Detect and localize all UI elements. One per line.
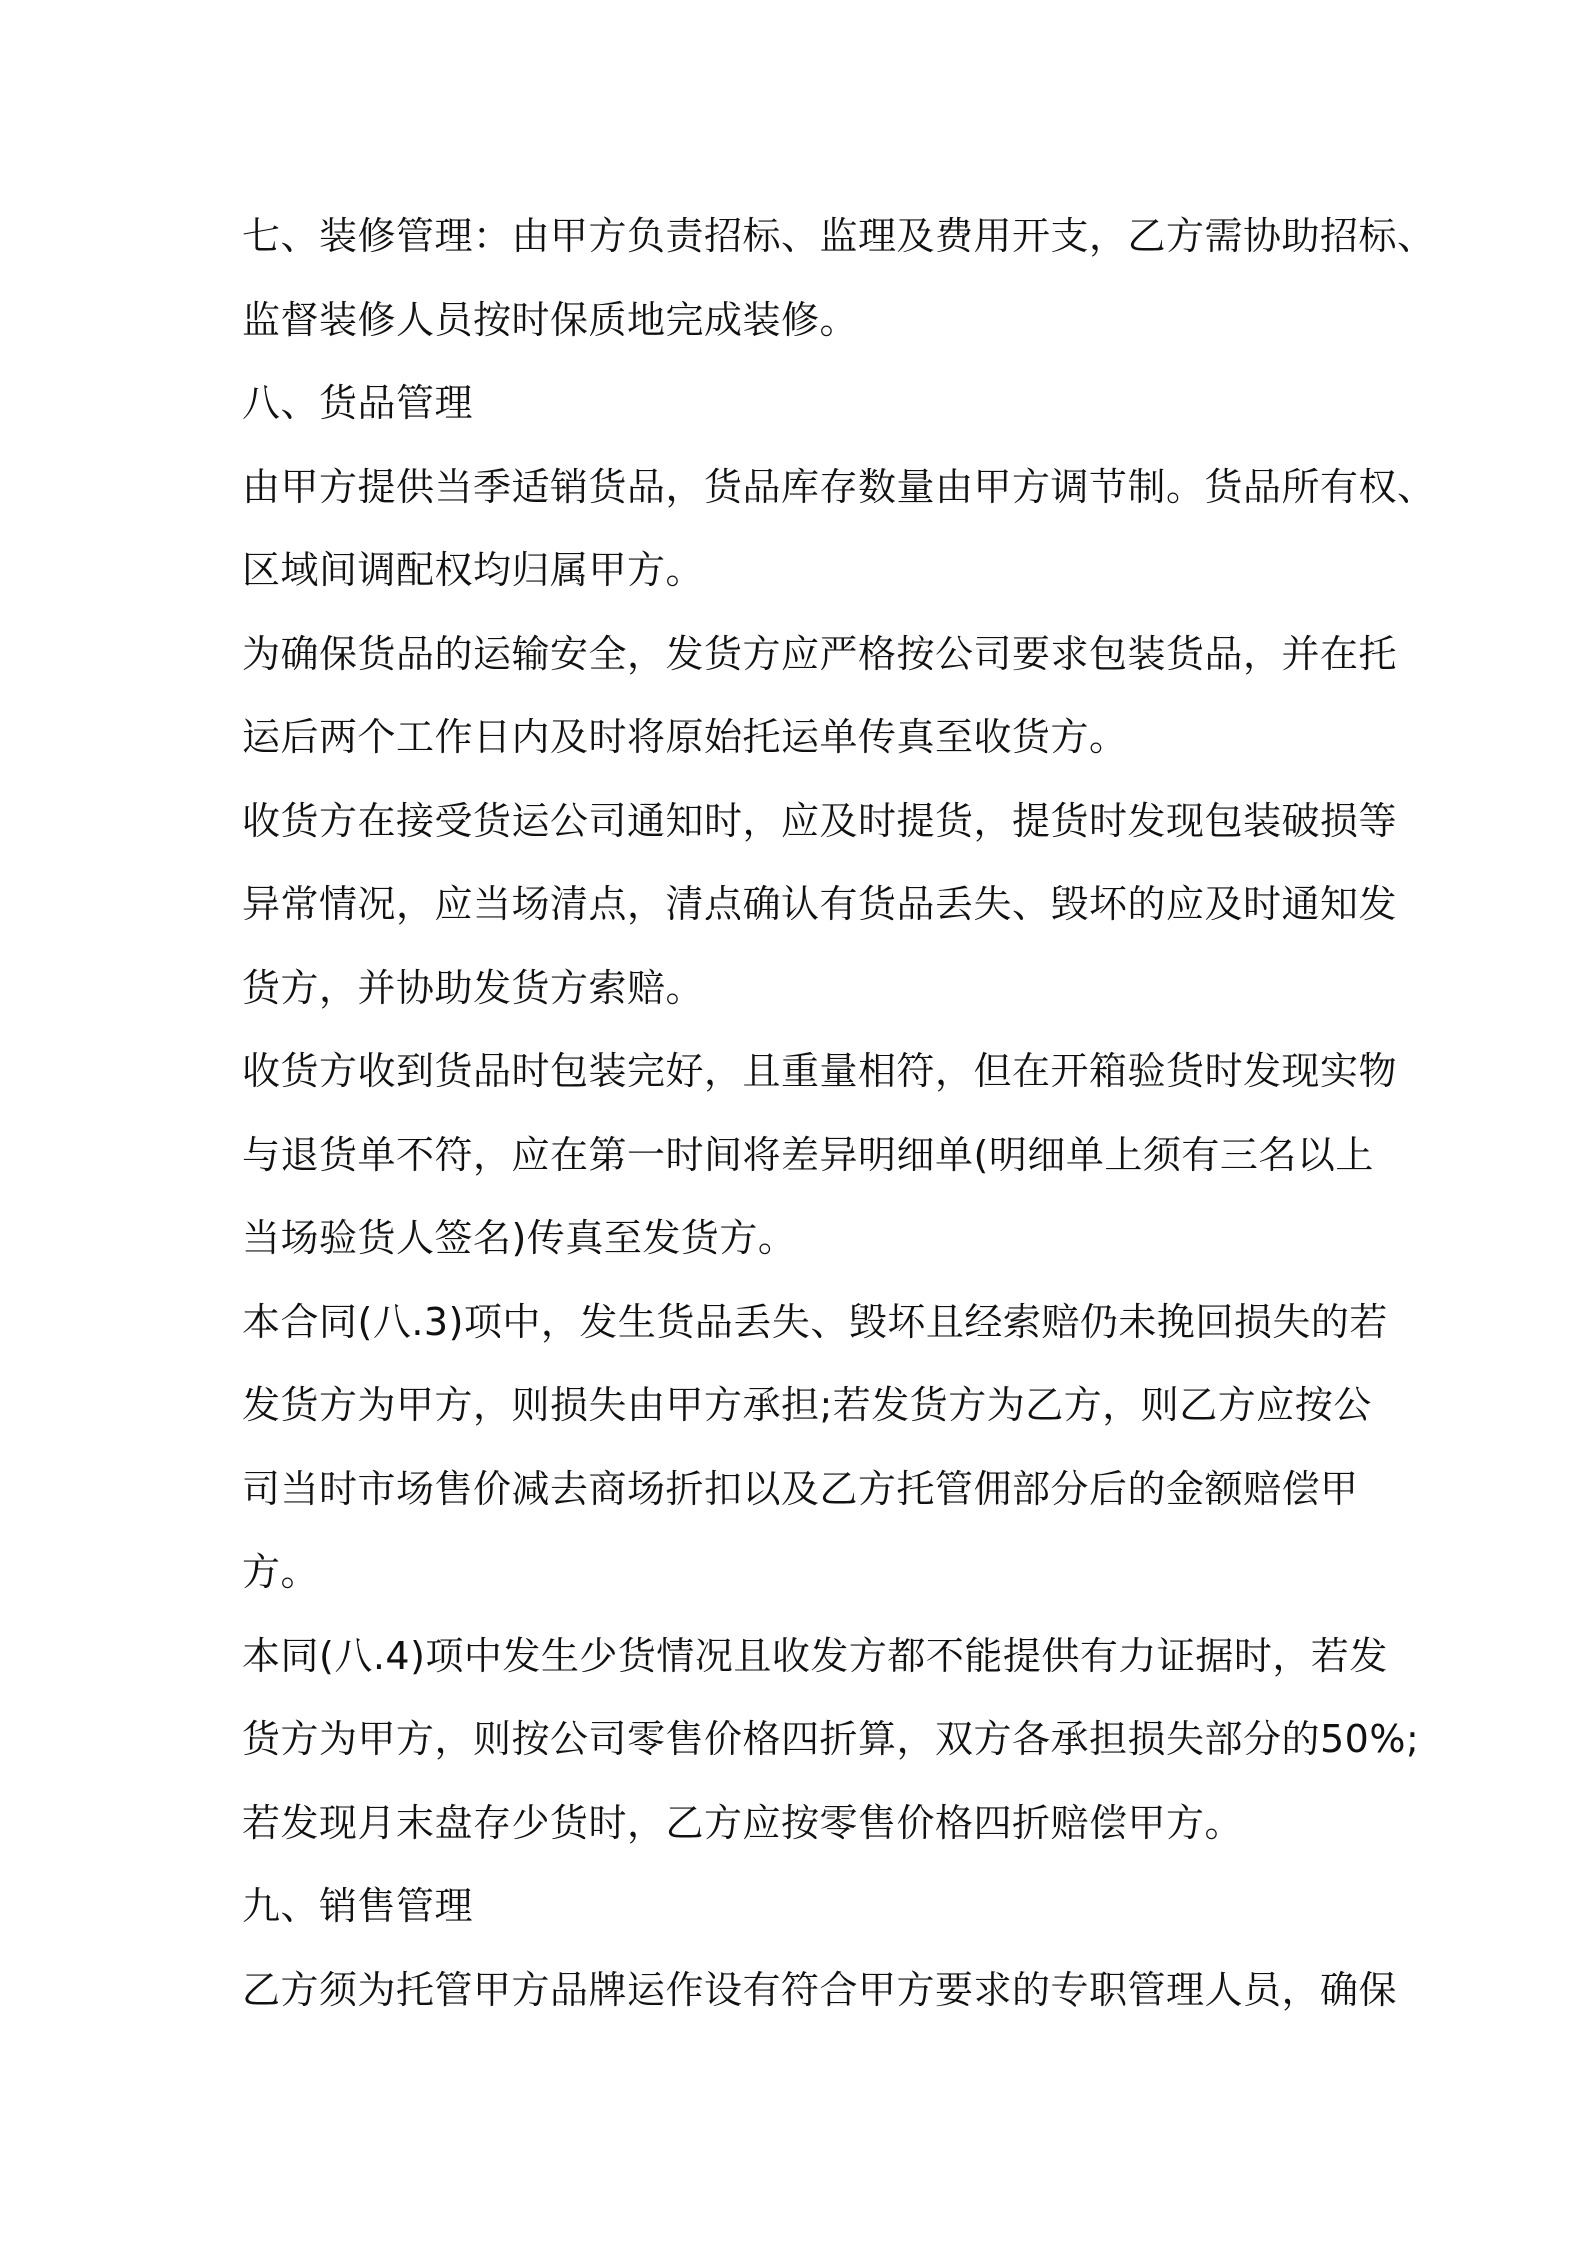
paragraph-line: 与退货单不符，应在第一时间将差异明细单(明细单上须有三名以上 (242, 1132, 1374, 1177)
paragraph-line: 收货方收到货品时包装完好，且重量相符，但在开箱验货时发现实物 (242, 1049, 1398, 1093)
paragraph-line: 由甲方提供当季适销货品，货品库存数量由甲方调节制。货品所有权、 (242, 464, 1436, 509)
paragraph-line: 货方，并协助发货方索赔。 (242, 965, 705, 1010)
paragraph-line: 发货方为甲方，则损失由甲方承担;若发货方为乙方，则乙方应按公 (242, 1383, 1372, 1427)
paragraph-line: 区域间调配权均归属甲方。 (242, 548, 705, 592)
section-7-heading-line: 七、装修管理：由甲方负责招标、监理及费用开支，乙方需协助招标、 (242, 214, 1436, 258)
paragraph-line: 本合同(八.3)项中，发生货品丢失、毁坏且经索赔仍未挽回损失的若 (242, 1299, 1388, 1344)
paragraph-line: 本同(八.4)项中发生少货情况且收发方都不能提供有力证据时，若发 (242, 1633, 1388, 1678)
paragraph-line: 收货方在接受货运公司通知时，应及时提货，提货时发现包装破损等 (242, 798, 1398, 843)
section-8-heading: 八、货品管理 (242, 381, 474, 425)
paragraph-line: 异常情况，应当场清点，清点确认有货品丢失、毁坏的应及时通知发 (242, 882, 1398, 926)
paragraph-line: 若发现月末盘存少货时，乙方应按零售价格四折赔偿甲方。 (242, 1800, 1244, 1845)
paragraph-line: 为确保货品的运输安全，发货方应严格按公司要求包装货品，并在托 (242, 631, 1398, 676)
paragraph-line: 当场验货人签名)传真至发货方。 (242, 1216, 797, 1260)
document-body (242, 195, 1436, 2032)
paragraph-line: 货方为甲方，则按公司零售价格四折算，双方各承担损失部分的50%; (242, 1717, 1420, 1761)
paragraph-line: 司当时市场售价减去商场折扣以及乙方托管佣部分后的金额赔偿甲 (242, 1466, 1359, 1511)
paragraph-line: 运后两个工作日内及时将原始托运单传真至收货方。 (242, 715, 1128, 759)
section-7-line-2: 监督装修人员按时保质地完成装修。 (242, 297, 859, 342)
paragraph-line: 方。 (242, 1550, 320, 1594)
paragraph-line: 乙方须为托管甲方品牌运作设有符合甲方要求的专职管理人员，确保 (242, 1967, 1398, 2012)
section-9-heading: 九、销售管理 (242, 1884, 474, 1928)
